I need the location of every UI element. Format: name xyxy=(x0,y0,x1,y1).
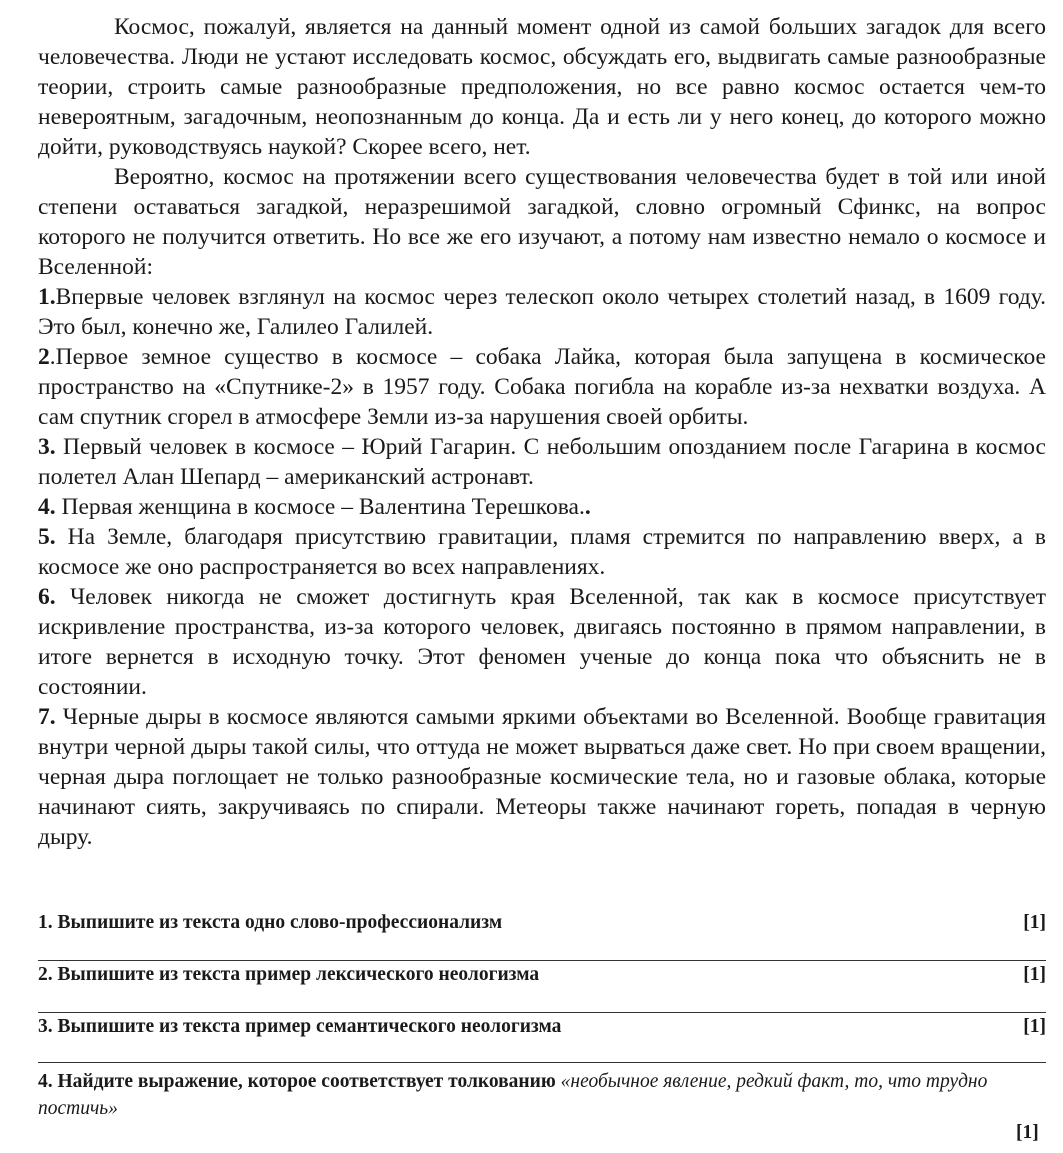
fact-item-6 xyxy=(38,582,1046,702)
question-1 xyxy=(38,912,1046,934)
fact-text: На Земле, благодаря присутствию гравитации, пламя стремится по направлению вверх, а в космосе же оно распространяется во всех направлениях. xyxy=(38,524,1046,580)
question-4 xyxy=(38,1068,1028,1122)
fact-text: Первая женщина в космосе – Валентина Терешкова. xyxy=(55,494,585,520)
fact-number: 7. xyxy=(38,704,56,730)
fact-number: 1. xyxy=(38,284,56,310)
fact-number: 3. xyxy=(38,434,56,460)
fact-item-2 xyxy=(38,342,1046,432)
fact-item-3 xyxy=(38,432,1046,492)
fact-text: .Первое земное существо в космосе – собака Лайка, которая была запущена в космическое пространство на «Спутнике-2» в 1957 году. Собака погибла на корабле из-за нехватки воздуха. А сам спутник сгорел в атмосфере Земли из-за нарушения своей орбиты. xyxy=(38,344,1046,430)
question-3-mark: [1] xyxy=(1023,1016,1046,1037)
fact-text: Человек никогда не сможет достигнуть края Вселенной, так как в космосе присутствует искривление пространства, из-за которого человек, двигаясь постоянно в прямом направлении, в итоге вернется в исходную точку. Этот феномен ученые до конца пока что объяснить не в состоянии. xyxy=(38,584,1046,700)
fact-item-5 xyxy=(38,522,1046,582)
question-3-text: 3. Выпишите из текста пример семантического неологизма xyxy=(38,1016,562,1037)
fact-item-4 xyxy=(38,492,1046,522)
answer-line-3[interactable] xyxy=(38,1062,1046,1063)
fact-text: Первый человек в космосе – Юрий Гагарин. С небольшим опозданием после Гагарина в космос полетел Алан Шепард – американский астронавт. xyxy=(38,434,1046,490)
answer-line-2[interactable] xyxy=(38,1012,1046,1013)
question-1-text: 1. Выпишите из текста одно слово-профессионализм xyxy=(38,912,503,933)
fact-text: Черные дыры в космосе являются самыми яркими объектами во Вселенной. Вообще гравитация внутри черной дыры такой силы, что оттуда не может вырваться даже свет. Но при своем вращении, черная дыра поглощает не только разнообразные космические тела, но и газовые облака, которые начинают сиять, закручиваясь по спирали. Метеоры также начинают гореть, попадая в черную дыру. xyxy=(38,704,1046,850)
fact-item-7 xyxy=(38,702,1046,852)
question-1-mark: [1] xyxy=(1023,912,1046,933)
reading-text xyxy=(38,12,1046,852)
fact-number: 5. xyxy=(38,524,56,550)
question-2-text: 2. Выпишите из текста пример лексического неологизма xyxy=(38,964,540,985)
fact-item-1 xyxy=(38,282,1046,342)
question-4-definition: «необычное явление, редкий факт, то, что трудно постичь» xyxy=(38,1071,988,1119)
fact-number: 4. xyxy=(38,494,56,520)
question-4-text: 4. Найдите выражение, которое соответствует толкованию xyxy=(38,1071,561,1092)
fact-number: 6. xyxy=(38,584,56,610)
intro-paragraph-2: Вероятно, космос на протяжении всего существования человечества будет в той или иной степени оставаться загадкой, неразрешимой загадкой, словно огромный Сфинкс, на вопрос которого не получится ответить. Но все же его изучают, а потому нам известно немало о космосе и Вселенной: xyxy=(38,164,1046,280)
fact-text: Впервые человек взглянул на космос через телескоп около четырех столетий назад, в 1609 году. Это был, конечно же, Галилео Галилей. xyxy=(38,284,1046,340)
fact-trailing-dot: . xyxy=(584,494,591,520)
answer-line-1[interactable] xyxy=(38,960,1046,961)
question-2 xyxy=(38,964,1046,986)
question-2-mark: [1] xyxy=(1023,964,1046,985)
fact-number: 2 xyxy=(38,344,50,370)
intro-paragraph-1: Космос, пожалуй, является на данный момент одной из самой больших загадок для всего человечества. Люди не устают исследовать космос, обсуждать его, выдвигать самые разнообразные теории, строить самые разнообразные предположения, но все равно космос остается чем-то невероятным, загадочным, неопознанным до конца. Да и есть ли у него конец, до которого можно дойти, руководствуясь наукой? Скорее всего, нет. xyxy=(38,14,1046,160)
question-4-mark: [1] xyxy=(1016,1122,1039,1143)
question-3 xyxy=(38,1016,1046,1038)
